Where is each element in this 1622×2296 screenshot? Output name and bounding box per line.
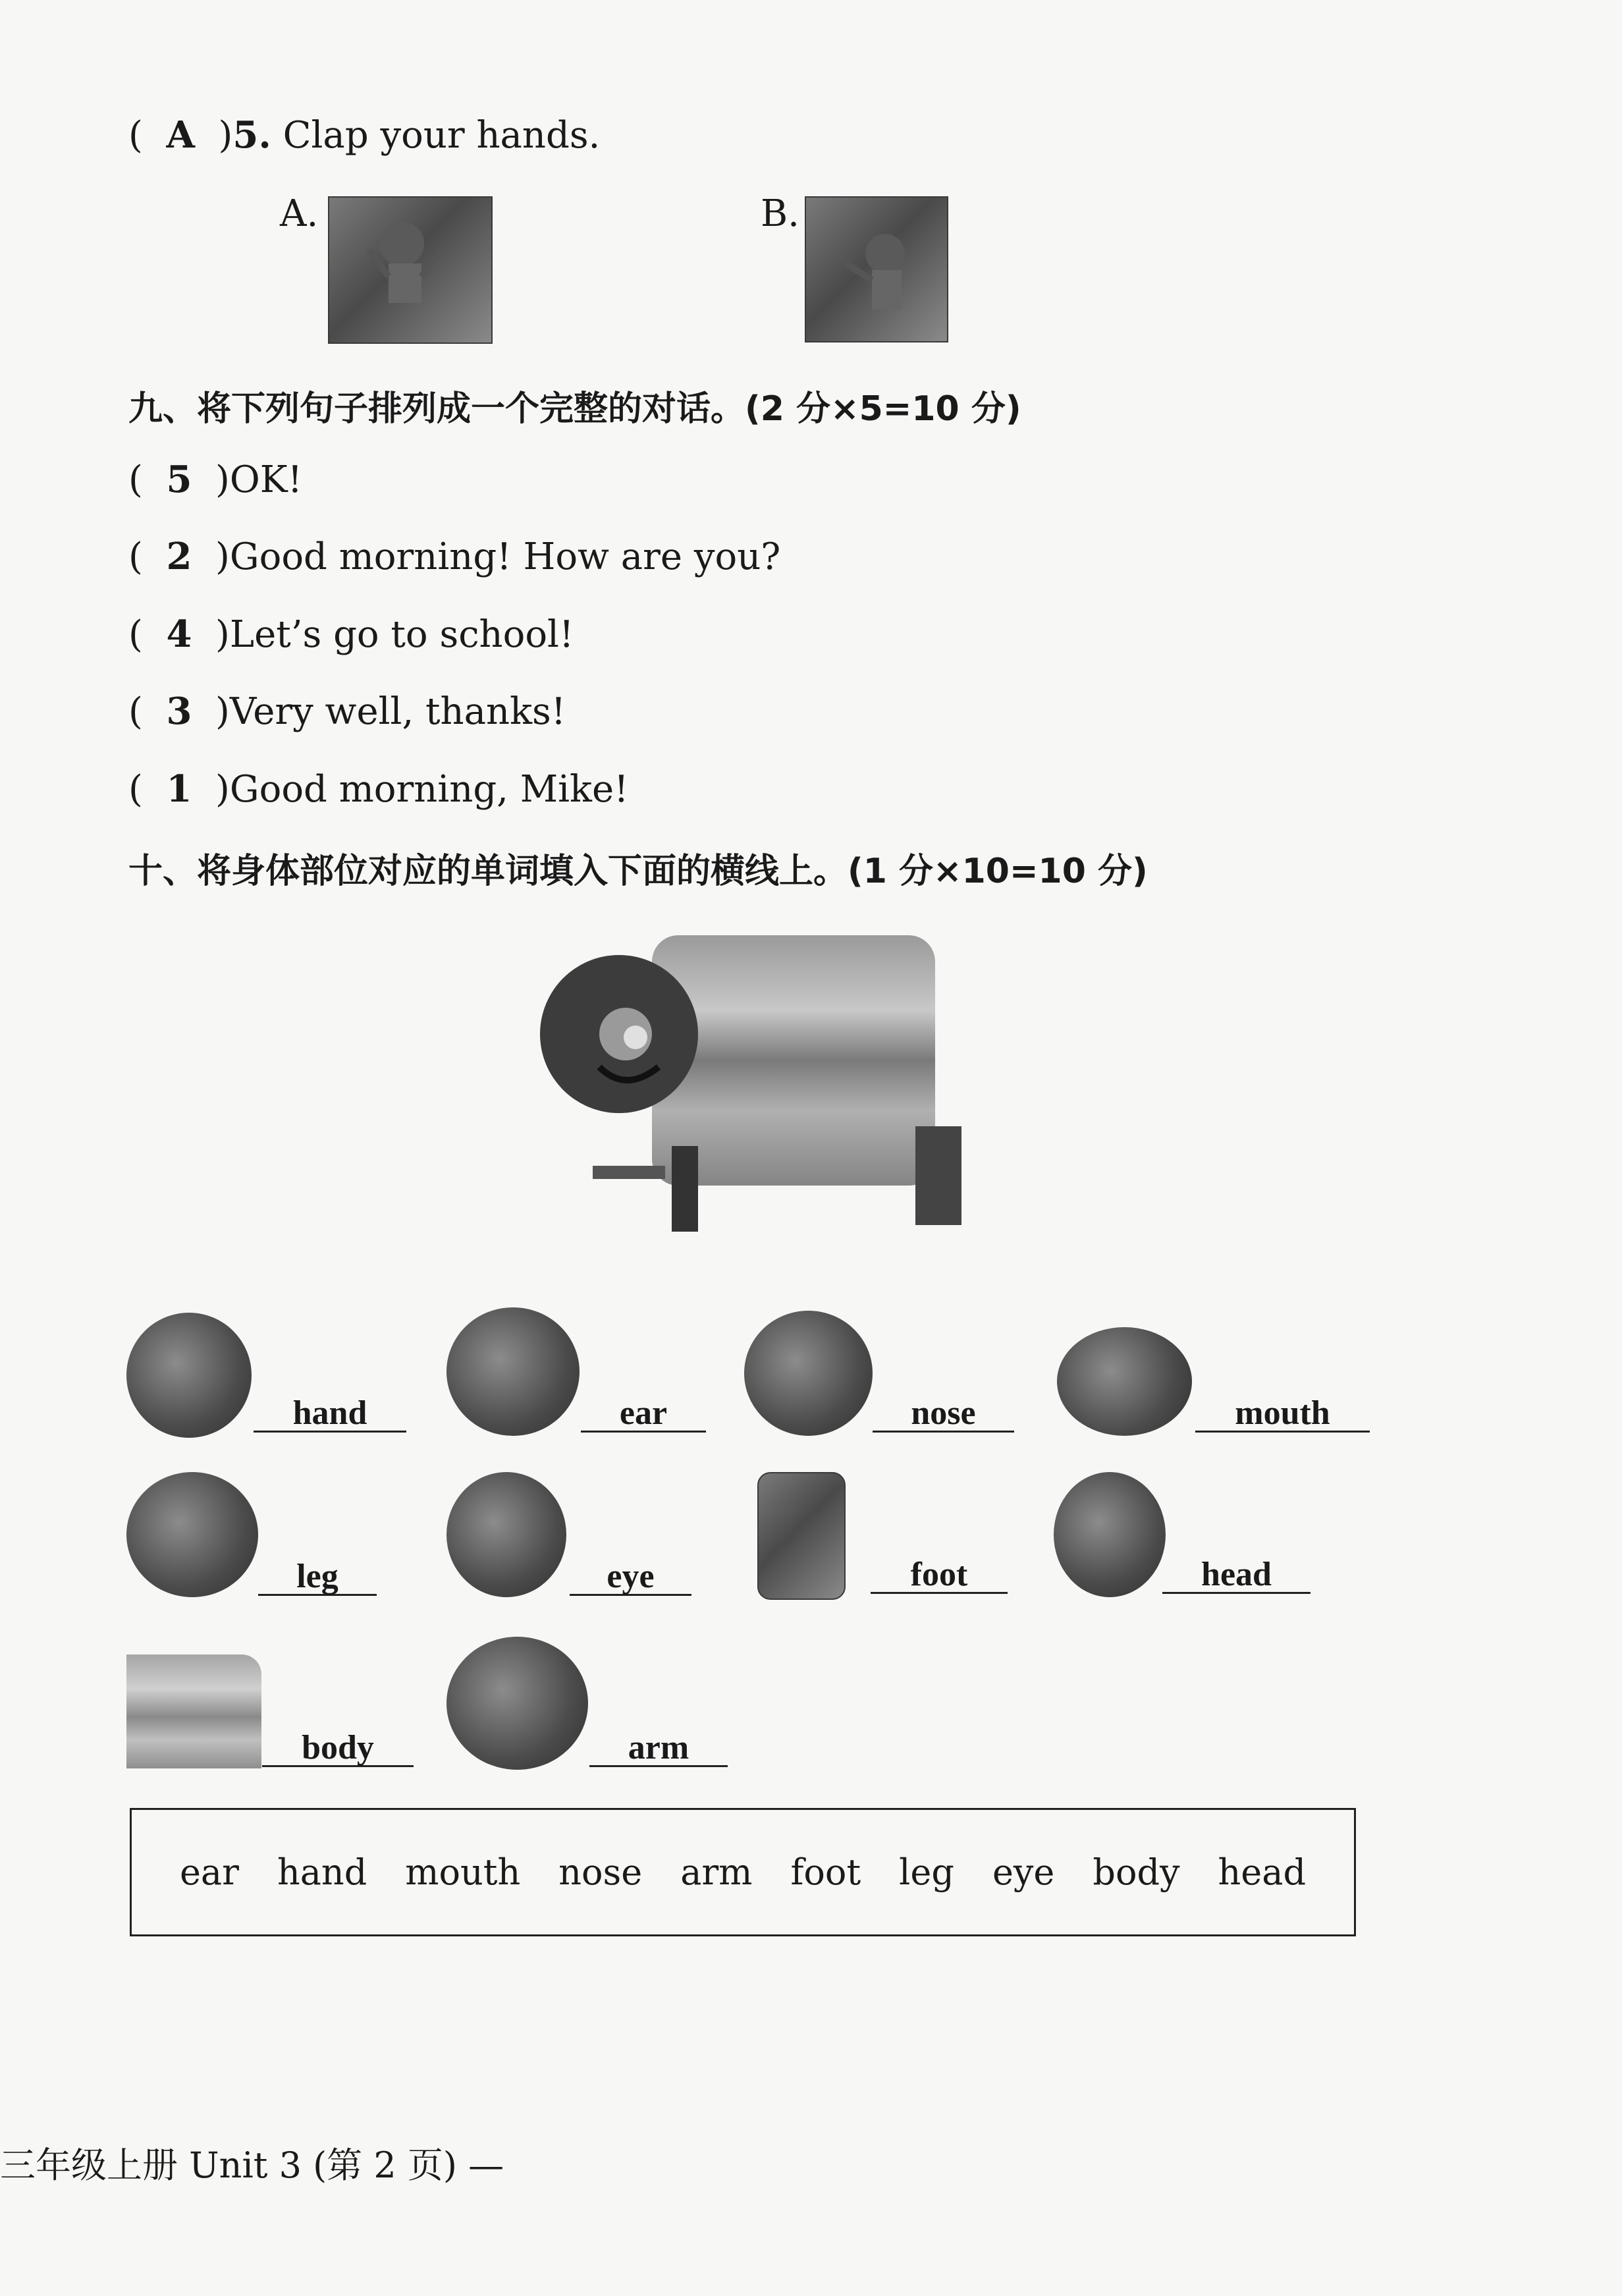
nose-picture — [744, 1311, 873, 1436]
word-bank-item: nose — [558, 1851, 643, 1893]
option-a-label: A. — [280, 192, 319, 235]
word-bank-item: head — [1218, 1851, 1307, 1893]
word-bank-item: leg — [899, 1851, 954, 1893]
ear-picture — [446, 1307, 580, 1436]
word-bank-item: hand — [277, 1851, 367, 1893]
word-bank-item: mouth — [405, 1851, 521, 1893]
clown-icon — [527, 929, 1054, 1271]
head-picture — [1054, 1472, 1166, 1597]
answer-blank: ear — [581, 1396, 706, 1433]
mouth-picture — [1057, 1327, 1192, 1436]
section-9-heading: 九、将下列句子排列成一个完整的对话。(2 分×5=10 分) — [128, 389, 1021, 429]
answer-q5: A — [166, 113, 195, 157]
dialogue-item: ( 1 )Good morning, Mike! — [128, 767, 629, 811]
leg-picture — [126, 1472, 258, 1597]
eye-picture — [446, 1472, 566, 1597]
body-picture — [126, 1654, 261, 1768]
answer-blank: leg — [258, 1560, 377, 1596]
word-bank-item: ear — [179, 1851, 239, 1893]
word-bank-item: foot — [790, 1851, 861, 1893]
answer-blank: body — [262, 1731, 414, 1767]
word-bank-item: arm — [680, 1851, 753, 1893]
answer-blank: arm — [589, 1731, 728, 1767]
order-answer: 3 — [166, 690, 192, 733]
order-answer: 5 — [166, 458, 192, 501]
foot-picture — [757, 1472, 846, 1600]
hand-picture — [126, 1313, 252, 1438]
option-b-label: B. — [761, 192, 799, 235]
dialogue-item: ( 2 )Good morning! How are you? — [128, 535, 781, 578]
page-footer: 三年级上册 Unit 3 (第 2 页) — — [0, 2145, 504, 2186]
section-10-heading: 十、将身体部位对应的单词填入下面的横线上。(1 分×10=10 分) — [128, 852, 1148, 891]
word-bank-item: eye — [992, 1851, 1055, 1893]
answer-blank: nose — [873, 1396, 1014, 1433]
answer-blank: head — [1162, 1558, 1311, 1594]
dialogue-item: ( 5 )OK! — [128, 458, 303, 501]
word-bank-item: body — [1093, 1851, 1180, 1893]
order-answer: 2 — [166, 535, 192, 578]
dialogue-item: ( 3 )Very well, thanks! — [128, 690, 566, 733]
order-answer: 4 — [166, 613, 192, 656]
boy-figure-icon — [329, 198, 491, 342]
answer-blank: mouth — [1195, 1396, 1370, 1433]
answer-blank: foot — [871, 1558, 1008, 1594]
answer-blank: eye — [570, 1560, 691, 1596]
dialogue-item: ( 4 )Let’s go to school! — [128, 613, 574, 656]
order-answer: 1 — [166, 767, 192, 811]
boy-clapping-icon — [806, 198, 947, 341]
option-b-image — [805, 196, 948, 342]
answer-blank: hand — [254, 1396, 406, 1433]
word-bank — [130, 1808, 1356, 1936]
option-a-image — [328, 196, 493, 344]
arm-picture — [446, 1637, 588, 1770]
question-5: ( A )5. Clap your hands. — [128, 113, 601, 157]
clown-illustration — [527, 929, 1054, 1271]
